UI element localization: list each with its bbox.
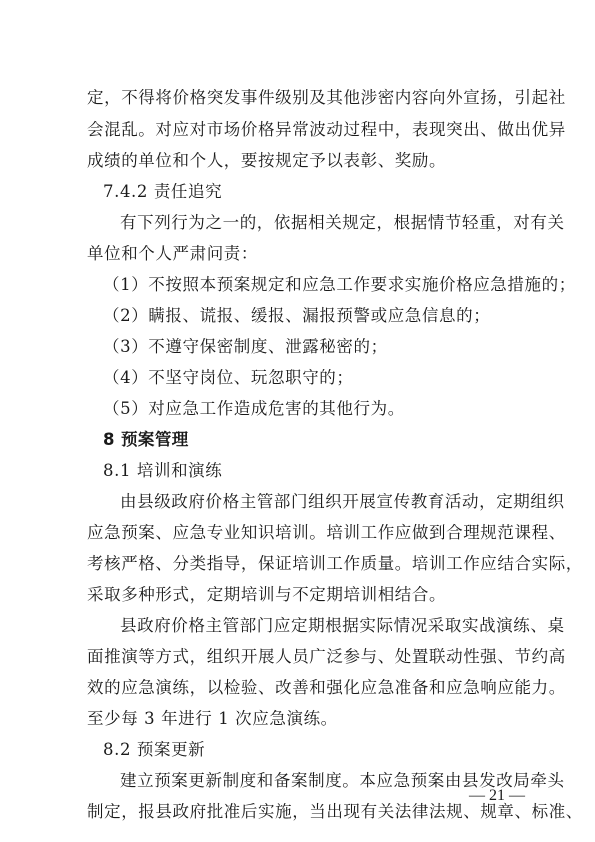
list-item: （4）不坚守岗位、玩忽职守的；	[103, 368, 354, 387]
body-text-line: 成绩的单位和个人，要按规定予以表彰、奖励。	[87, 151, 447, 170]
body-text-line: 效的应急演练，以检验、改善和强化应急准备和应急响应能力。	[87, 678, 566, 697]
section-heading-8: 8 预案管理	[103, 430, 189, 449]
body-text-line: 采取多种形式，定期培训与不定期培训相结合。	[87, 585, 447, 604]
list-item: （2）瞒报、谎报、缓报、漏报预警或应急信息的；	[103, 306, 491, 325]
body-text-line: 定，不得将价格突发事件级别及其他涉密内容向外宣扬，引起社	[87, 88, 566, 107]
body-text-line: 单位和个人严肃问责：	[87, 244, 258, 263]
body-text-line: 县政府价格主管部门应定期根据实际情况采取实战演练、桌	[120, 616, 565, 635]
body-text-line: 面推演等方式，组织开展人员广泛参与、处置联动性强、节约高	[87, 647, 566, 666]
section-heading-8-2: 8.2 预案更新	[103, 740, 206, 759]
list-item: （5）对应急工作造成危害的其他行为。	[103, 399, 405, 418]
list-item: （1）不按照本预案规定和应急工作要求实施价格应急措施的；	[103, 275, 576, 294]
body-text-line: 考核严格、分类指导，保证培训工作质量。培训工作应结合实际，	[87, 554, 583, 573]
section-heading-7-4-2: 7.4.2 责任追究	[103, 182, 223, 201]
page-number: — 21 —	[469, 787, 525, 804]
body-text-line: 制定，报县政府批准后实施，当出现有关法律法规、规章、标准、	[87, 802, 583, 821]
list-item: （3）不遵守保密制度、泄露秘密的；	[103, 337, 388, 356]
body-text-line: 有下列行为之一的，依据相关规定，根据情节轻重，对有关	[120, 213, 565, 232]
body-text-line: 建立预案更新制度和备案制度。本应急预案由县发改局牵头	[120, 771, 565, 790]
body-text-line: 至少每 3 年进行 1 次应急演练。	[87, 709, 338, 728]
body-text-line: 应急预案、应急专业知识培训。培训工作应做到合理规范课程、	[87, 523, 566, 542]
body-text-line: 由县级政府价格主管部门组织开展宣传教育活动，定期组织	[120, 492, 565, 511]
section-heading-8-1: 8.1 培训和演练	[103, 461, 223, 480]
body-text-line: 会混乱。对应对市场价格异常波动过程中，表现突出、做出优异	[87, 120, 566, 139]
